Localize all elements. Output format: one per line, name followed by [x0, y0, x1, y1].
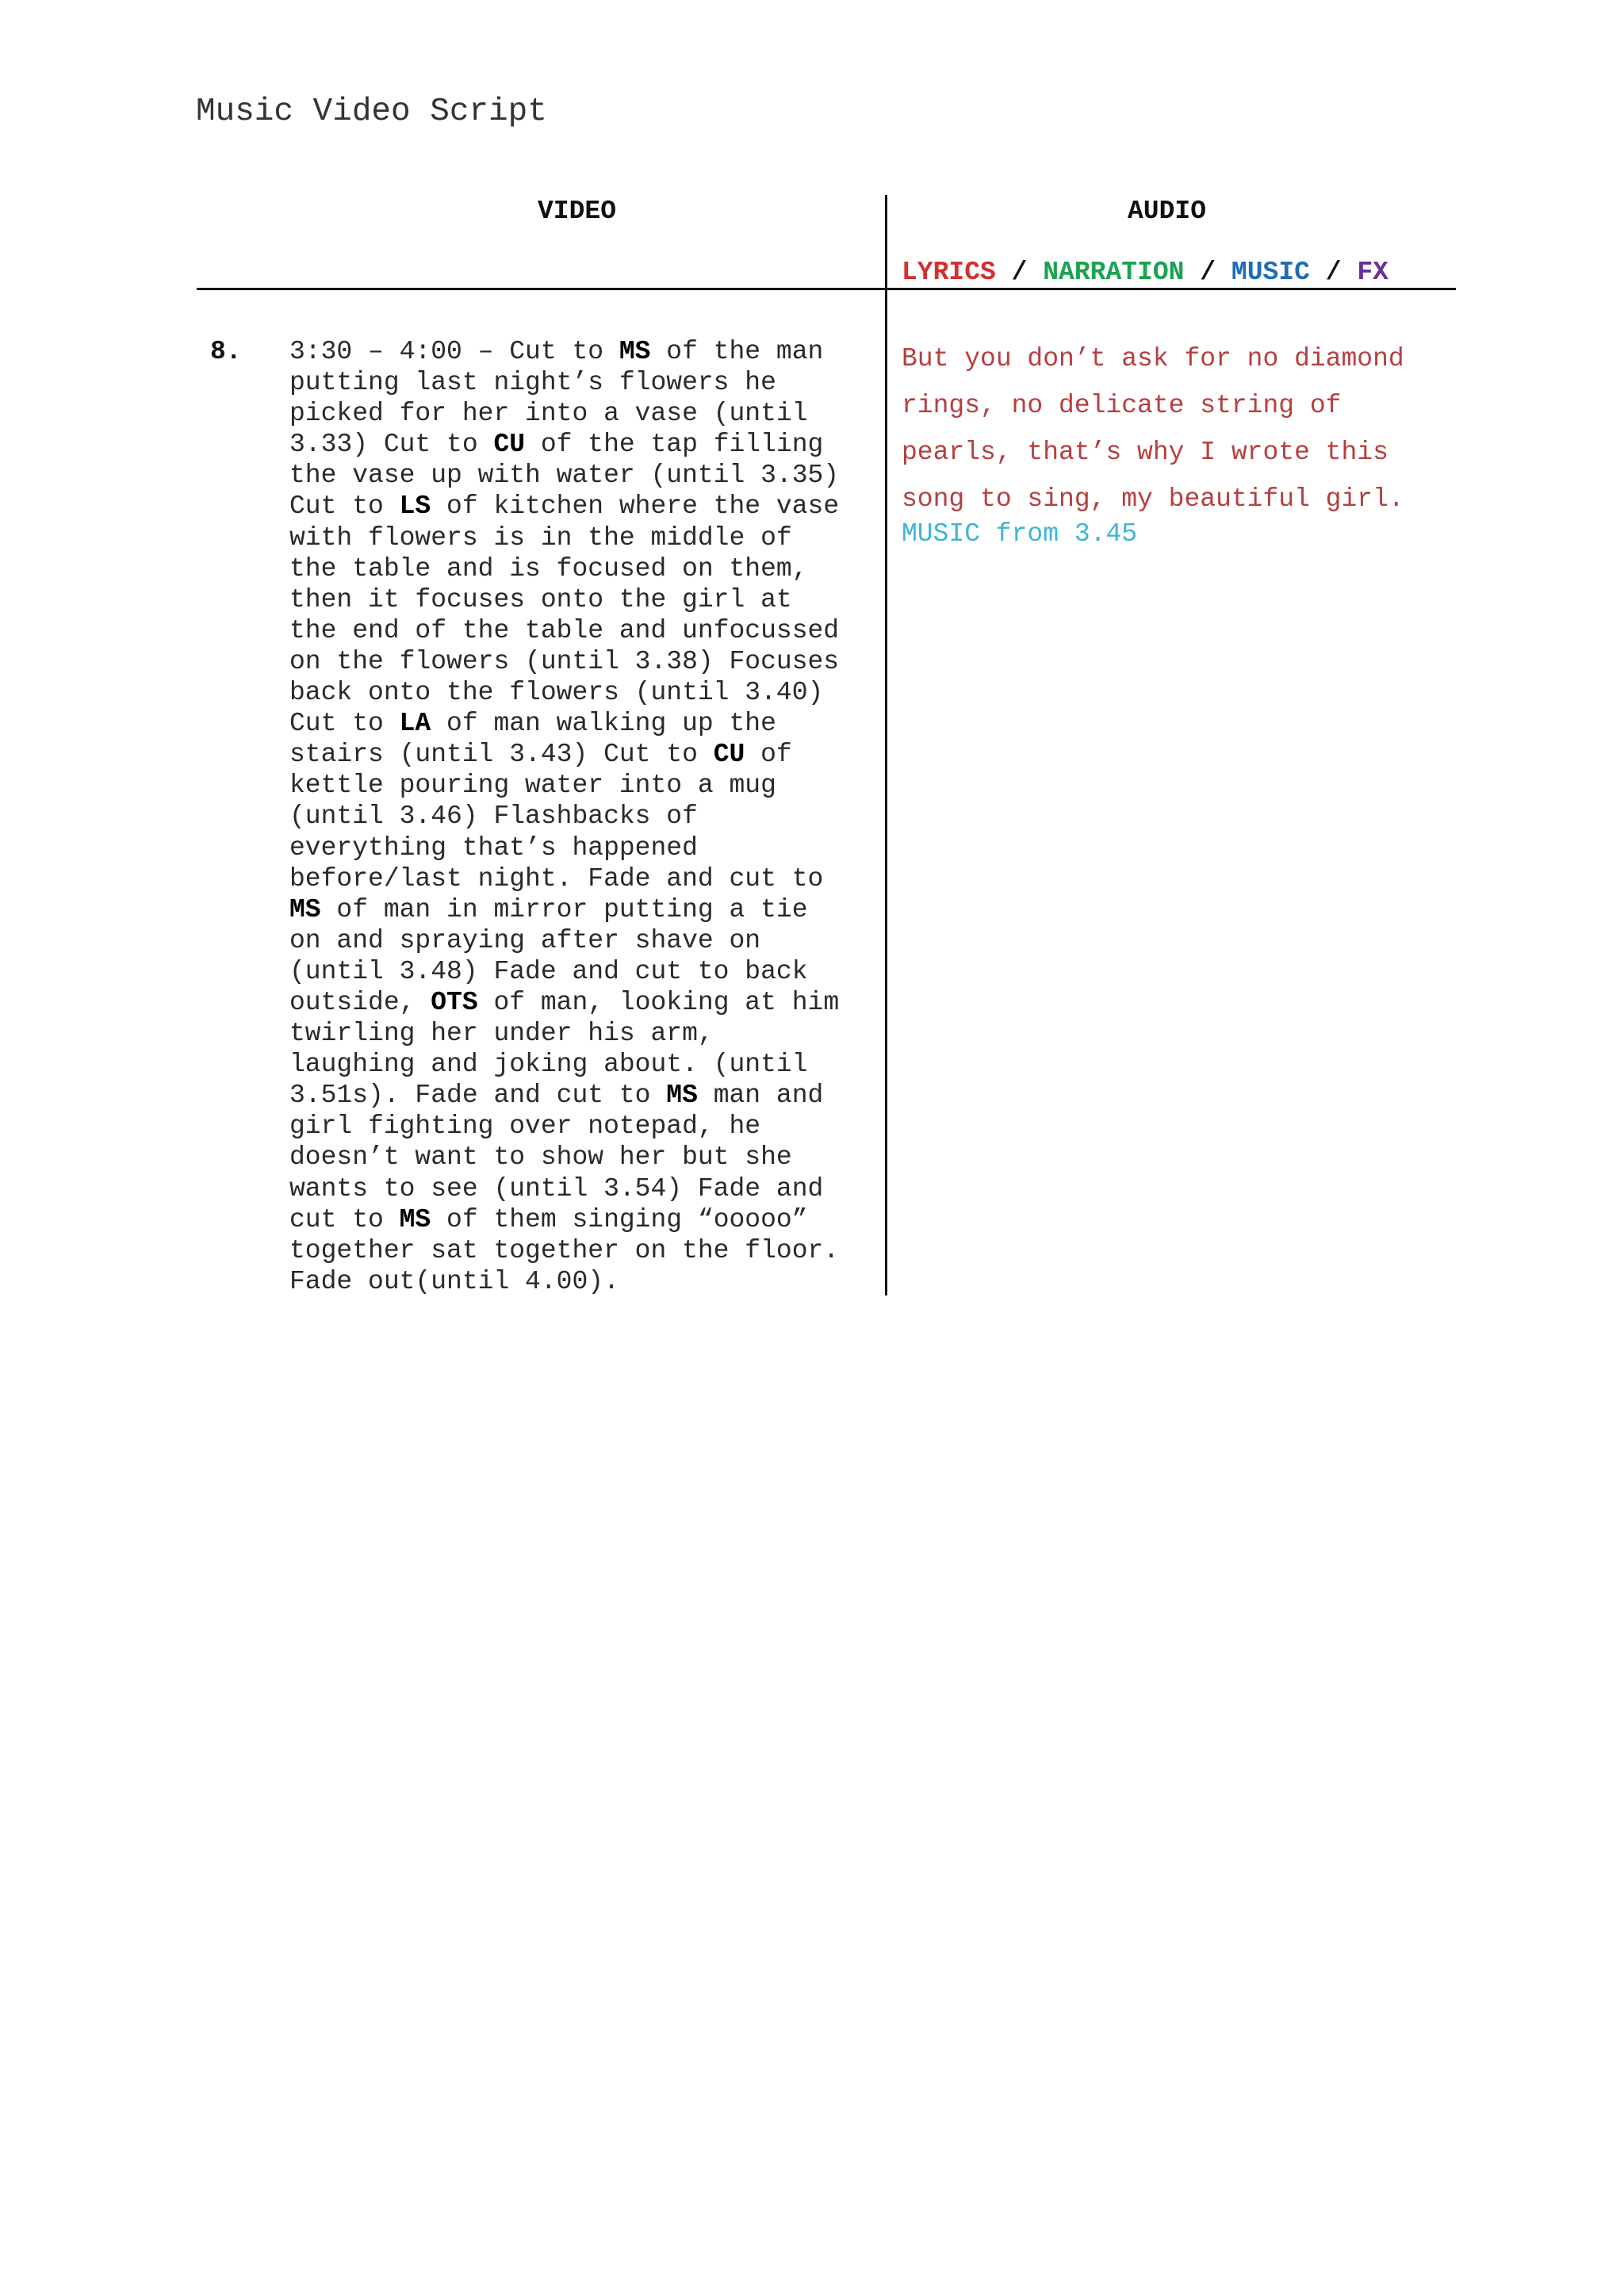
video-text-segment: everything that’s happened — [289, 832, 698, 863]
video-line — [289, 894, 876, 925]
legend-separator: / — [1309, 258, 1358, 287]
lyrics-line: song to sing, my beautiful girl. — [902, 484, 1404, 514]
video-line — [289, 615, 876, 646]
video-text-segment: on and spraying after shave on — [289, 925, 761, 955]
video-line — [289, 491, 876, 522]
video-line — [289, 1173, 876, 1204]
video-line — [289, 336, 876, 367]
video-line — [289, 1080, 876, 1111]
video-text-segment: Fade out(until 4.00). — [289, 1266, 619, 1296]
video-line — [289, 1204, 876, 1235]
lyrics-line: rings, no delicate string of — [902, 391, 1342, 420]
video-text-segment: doesn’t want to show her but she — [289, 1142, 792, 1173]
video-line — [289, 832, 876, 863]
video-text-segment: girl fighting over notepad, he — [289, 1112, 761, 1142]
video-line — [289, 739, 876, 770]
video-line — [289, 1142, 876, 1173]
video-line — [289, 1266, 876, 1297]
video-text-segment: of — [745, 740, 792, 770]
audio-legend — [902, 258, 1388, 287]
lyrics-line: But you don’t ask for no diamond — [902, 344, 1404, 373]
video-text-segment: back onto the flowers (until 3.40) — [289, 678, 824, 708]
lyrics-line: pearls, that’s why I wrote this — [902, 438, 1388, 467]
video-text-segment: cut to — [289, 1204, 400, 1234]
shot-type: LS — [399, 492, 431, 522]
video-text-segment: of man in mirror putting a tie — [320, 894, 808, 924]
legend-lyrics: LYRICS — [902, 258, 996, 287]
video-text-segment: man and — [697, 1081, 824, 1111]
shot-type: MS — [289, 894, 321, 924]
legend-narration: NARRATION — [1043, 258, 1185, 287]
video-column-header: VIDEO — [538, 197, 617, 226]
video-line — [289, 677, 876, 708]
video-text-segment: putting last night’s flowers he — [289, 368, 776, 398]
page-title: Music Video Script — [196, 94, 547, 130]
audio-column-header: AUDIO — [1128, 197, 1207, 226]
header-divider — [197, 288, 1456, 290]
video-line — [289, 770, 876, 801]
legend-separator: / — [1184, 258, 1231, 287]
video-text-segment: 3.33) Cut to — [289, 430, 494, 460]
video-text-segment: kettle pouring water into a mug — [289, 771, 776, 801]
video-text-segment: with flowers is in the middle of — [289, 522, 792, 553]
video-line — [289, 522, 876, 553]
video-line — [289, 801, 876, 832]
video-text-segment: twirling her under his arm, — [289, 1019, 714, 1049]
shot-type: MS — [399, 1204, 431, 1234]
shot-type: LA — [399, 709, 431, 739]
legend-fx: FX — [1357, 258, 1388, 287]
video-line — [289, 553, 876, 584]
video-line — [289, 1018, 876, 1049]
shot-type: MS — [619, 337, 651, 366]
video-text-segment: the table and is focused on them, — [289, 553, 808, 584]
video-text-segment: (until 3.46) Flashbacks of — [289, 802, 698, 832]
video-line — [289, 1111, 876, 1142]
video-text-segment: (until 3.48) Fade and cut to back — [289, 956, 808, 986]
video-text-segment: on the flowers (until 3.38) Focuses — [289, 646, 840, 676]
video-line — [289, 863, 876, 894]
video-text-segment: before/last night. Fade and cut to — [289, 863, 824, 894]
video-text-segment: then it focuses onto the girl at — [289, 584, 792, 614]
video-text-segment: Cut to — [289, 709, 400, 739]
video-text-segment: stairs (until 3.43) Cut to — [289, 740, 714, 770]
music-cue: MUSIC from 3.45 — [902, 519, 1138, 549]
video-text-segment: of the man — [650, 337, 824, 366]
video-text-segment: outside, — [289, 987, 431, 1017]
video-text-segment: together sat together on the floor. — [289, 1235, 840, 1265]
video-text-segment: picked for her into a vase (until — [289, 399, 808, 429]
shot-type: OTS — [431, 987, 478, 1017]
video-line — [289, 1049, 876, 1080]
video-text-segment: Cut to — [289, 492, 400, 522]
video-line — [289, 1235, 876, 1266]
video-text-segment: of kitchen where the vase — [431, 492, 840, 522]
video-text-segment: 3.51s). Fade and cut to — [289, 1081, 667, 1111]
lyrics-text — [902, 335, 1457, 522]
column-divider — [885, 195, 887, 1295]
video-text-segment: the vase up with water (until 3.35) — [289, 461, 840, 491]
video-text-segment: the end of the table and unfocussed — [289, 615, 840, 645]
video-text-segment: laughing and joking about. (until — [289, 1050, 808, 1080]
video-line — [289, 925, 876, 956]
video-text-segment: wants to see (until 3.54) Fade and — [289, 1173, 824, 1203]
video-line — [289, 987, 876, 1018]
legend-separator: / — [995, 258, 1044, 287]
video-line — [289, 460, 876, 491]
video-line — [289, 956, 876, 987]
video-description — [289, 336, 876, 1297]
video-text-segment: of man, looking at him — [477, 987, 840, 1017]
video-line — [289, 398, 876, 429]
video-text-segment: of the tap filling — [525, 430, 824, 460]
legend-music: MUSIC — [1231, 258, 1310, 287]
video-line — [289, 708, 876, 739]
video-line — [289, 367, 876, 398]
scene-number: 8. — [210, 337, 242, 366]
shot-type: CU — [713, 740, 745, 770]
video-line — [289, 429, 876, 460]
shot-type: CU — [493, 430, 526, 460]
video-text-segment: of man walking up the — [431, 709, 776, 739]
video-line — [289, 646, 876, 677]
video-text-segment: of them singing “ooooo” — [431, 1204, 808, 1234]
video-line — [289, 584, 876, 615]
video-text-segment: 3:30 – 4:00 – Cut to — [289, 337, 619, 366]
shot-type: MS — [666, 1081, 698, 1111]
